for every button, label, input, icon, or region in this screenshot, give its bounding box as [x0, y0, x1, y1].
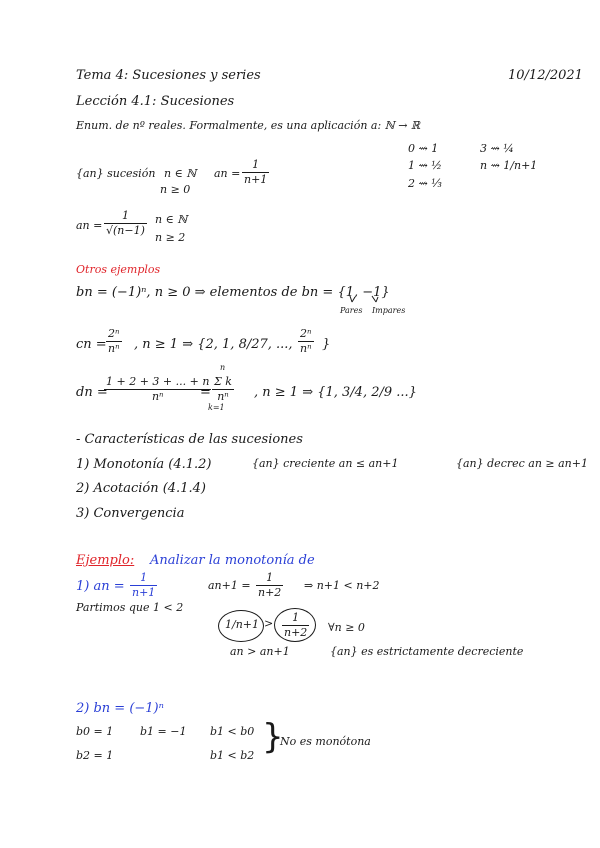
bn-line: bn = (−1)ⁿ, n ≥ 0 ⇒ elementos de bn = {1, −1}: [76, 285, 390, 300]
cn-last-numerator: 2ⁿ: [300, 327, 312, 340]
part1-conclusion-text: {an} es estrictamente decreciente: [330, 645, 524, 658]
dn-sum-top: n: [220, 363, 226, 372]
part1-greater: >: [264, 617, 274, 630]
dn-numerator: 1 + 2 + 3 + ... + n: [106, 375, 210, 388]
part2-label: 2) bn = (−1)ⁿ: [76, 701, 164, 716]
part1-circled-2-denominator: n+2: [284, 625, 308, 639]
sqrt-fraction: [104, 210, 147, 236]
part2-conclusion: No es monótona: [280, 735, 371, 748]
part1-circled-1: 1/n+1: [225, 618, 260, 631]
an-fraction: [242, 159, 269, 185]
dn-fraction: [104, 376, 211, 402]
part2-b0: b0 = 1: [76, 725, 114, 738]
part1-next-denominator: n+2: [258, 585, 282, 599]
sequence-condition-n: n ∈ ℕ: [164, 167, 197, 180]
bn-label-odd: Impares: [372, 306, 406, 315]
part2-b2: b2 = 1: [76, 749, 114, 762]
part1-label: 1) an =: [76, 579, 125, 594]
sequence-condition-n0: n ≥ 0: [160, 183, 191, 196]
exercise-task: Analizar la monotonía de: [150, 553, 315, 568]
part1-forall: ∀n ≥ 0: [328, 621, 365, 634]
map-n: n ⇝ 1/n+1: [480, 159, 538, 172]
dn-denominator: nⁿ: [151, 389, 164, 403]
part1-circled-2: [282, 612, 309, 638]
map-3: 3 ⇝ ¼: [480, 142, 514, 155]
part2-compare-2: b1 < b2: [210, 749, 255, 762]
dn-sum-bottom: k=1: [208, 403, 225, 412]
part1-next-numerator: 1: [266, 571, 274, 584]
dn-sum-numerator: Σ k: [214, 375, 232, 388]
sqrt-condition-n2: n ≥ 2: [155, 231, 186, 244]
part2-compare-1: b1 < b0: [210, 725, 255, 738]
sequence-label: {an} sucesión: [76, 167, 156, 180]
part1-next-fraction: [256, 572, 283, 598]
cn-lhs: cn =: [76, 337, 107, 352]
examples-heading: Otros ejemplos: [76, 263, 161, 276]
cn-numerator: 2ⁿ: [108, 327, 120, 340]
page-title: Tema 4: Sucesiones y series: [76, 68, 261, 83]
characteristics-heading: - Características de las sucesiones: [76, 432, 303, 447]
map-2: 2 ⇝ ⅓: [408, 177, 442, 190]
cn-close: }: [322, 337, 331, 352]
an-numerator: 1: [252, 158, 260, 171]
sqrt-denominator: √(n−1): [106, 223, 145, 237]
an-lhs: an =: [214, 167, 241, 180]
dn-sum-denominator: nⁿ: [217, 389, 229, 403]
characteristic-3: 3) Convergencia: [76, 506, 185, 521]
part1-circled-2-numerator: 1: [292, 611, 300, 624]
date: 10/12/2021: [508, 68, 583, 83]
cn-fraction: [106, 328, 122, 354]
part2-b1: b1 = −1: [140, 725, 187, 738]
cn-rhs: , n ≥ 1 ⇒ {2, 1, 8/27, ...,: [134, 337, 293, 352]
part1-next-lhs: an+1 =: [208, 579, 251, 592]
cn-last-fraction: [298, 328, 314, 354]
sqrt-numerator: 1: [121, 209, 129, 222]
cn-last-denominator: nⁿ: [300, 341, 312, 355]
part1-denominator: n+1: [132, 585, 156, 599]
exercise-heading: Ejemplo:: [76, 553, 135, 568]
an-denominator: n+1: [244, 172, 268, 186]
dn-sum-fraction: [212, 376, 234, 402]
bn-label-even: Pares: [340, 306, 363, 315]
part1-start: Partimos que 1 < 2: [76, 601, 184, 614]
map-1: 1 ⇝ ½: [408, 159, 442, 172]
part1-conclusion-ineq: an > an+1: [230, 645, 290, 658]
part1-numerator: 1: [140, 571, 148, 584]
characteristic-1: 1) Monotonía (4.1.2): [76, 457, 212, 472]
dn-equals: =: [200, 385, 211, 400]
map-0: 0 ⇝ 1: [408, 142, 439, 155]
part1-implies: ⇒ n+1 < n+2: [304, 579, 380, 592]
dn-rhs: , n ≥ 1 ⇒ {1, 3/4, 2/9 ...}: [254, 385, 417, 400]
characteristic-2: 2) Acotación (4.1.4): [76, 481, 206, 496]
sqrt-condition-n: n ∈ ℕ: [155, 213, 188, 226]
characteristic-decreasing: {an} decrec an ≥ an+1: [456, 457, 588, 470]
sqrt-lhs: an =: [76, 219, 103, 232]
cn-denominator: nⁿ: [108, 341, 120, 355]
definition-text: Enum. de nº reales. Formalmente, es una aplicación a: ℕ → ℝ: [76, 119, 421, 132]
lesson-title: Lección 4.1: Sucesiones: [76, 94, 235, 109]
characteristic-growing: {an} creciente an ≤ an+1: [252, 457, 399, 470]
dn-lhs: dn =: [76, 385, 108, 400]
part2-brace: }: [262, 717, 284, 757]
part1-fraction: [130, 572, 157, 598]
